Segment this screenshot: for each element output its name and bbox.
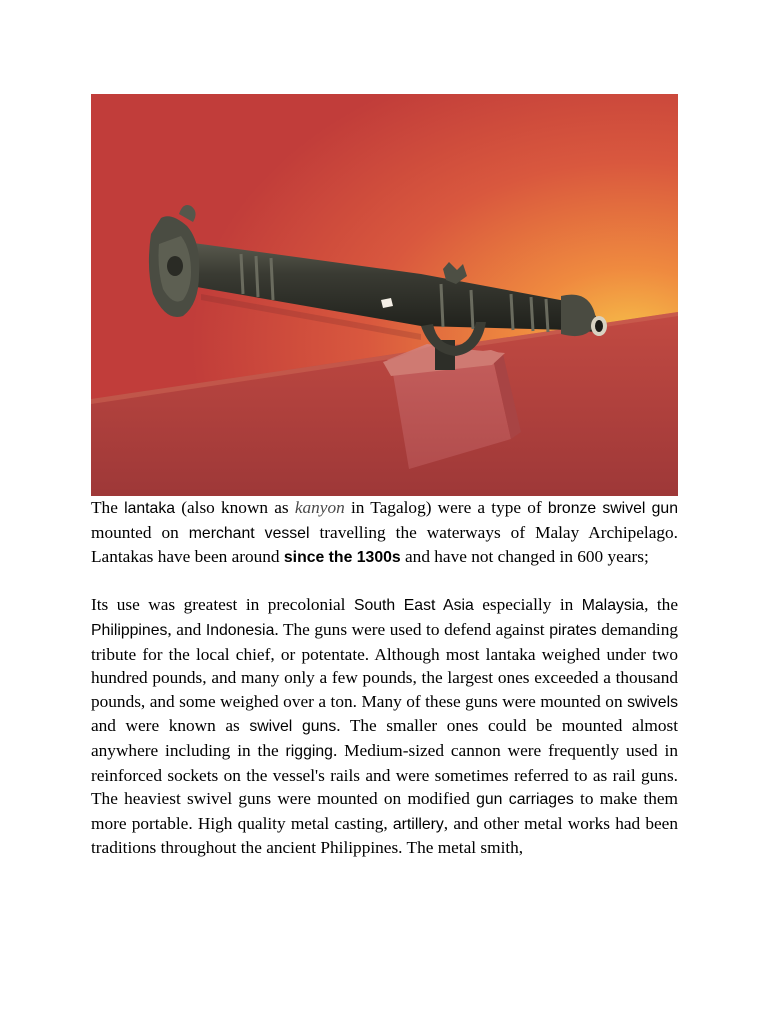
link-pirates[interactable]: pirates	[549, 621, 597, 639]
text-run: , the	[644, 595, 678, 615]
text-run: Its use was greatest in precolonial	[91, 595, 354, 615]
link-indonesia[interactable]: Indonesia	[205, 621, 275, 639]
text-run: (also known as	[175, 498, 295, 517]
text-run: especially in	[473, 595, 582, 615]
text-run: , and	[167, 619, 206, 639]
link-lantaka[interactable]: lantaka	[124, 500, 176, 517]
link-south-east-asia[interactable]: South East Asia	[353, 597, 474, 615]
text-run: demanding tribute for the local chief, or potentate. Although most lantaka weighed under two hundred pounds, and many only a few pounds, the largest ones exceeded a thousand pounds, and some weighed over a ton. Many of these guns were mounted on	[91, 619, 678, 711]
text-run: to make them more portable. High quality metal casting,	[91, 789, 678, 833]
text-run: . Medium-sized cannon were frequently used in reinforced sockets on the vessel's rails and were sometimes referred to as rail guns. The heaviest swivel guns were mounted on modified	[91, 740, 678, 809]
paragraph-usage	[91, 593, 678, 860]
term-kanyon: kanyon	[294, 498, 345, 517]
text-run: . The guns were used to defend against	[274, 619, 550, 639]
article-text	[91, 496, 678, 860]
link-since-1300s[interactable]: since the 1300s	[283, 549, 401, 567]
link-rigging[interactable]: rigging	[285, 742, 333, 760]
text-run: travelling the waterways of Malay Archipelago. Lantakas have been around	[91, 522, 679, 567]
link-merchant-vessel[interactable]: merchant vessel	[188, 524, 310, 542]
link-bronze[interactable]: bronze	[547, 500, 597, 517]
text-run: and have not changed in 600 years;	[400, 547, 649, 567]
text-run: . The smaller ones could be mounted almost anywhere including in the	[91, 716, 679, 760]
link-swivel-gun[interactable]: swivel gun	[602, 500, 679, 517]
text-run: mounted on	[91, 522, 189, 542]
photo-illustration	[91, 94, 678, 496]
paragraph-intro	[91, 496, 678, 570]
link-philippines[interactable]: Philippines	[91, 621, 168, 639]
text-run: and were known as	[91, 716, 250, 736]
text-run: , and other metal works had been traditions throughout the ancient Philippines. The metal smith,	[91, 813, 678, 858]
link-swivels[interactable]: swivels	[627, 693, 678, 711]
lantaka-cannon-photo	[91, 94, 678, 496]
link-artillery[interactable]: artillery	[392, 815, 444, 833]
link-swivel-guns[interactable]: swivel guns	[249, 718, 337, 736]
link-gun-carriages[interactable]: gun carriages	[476, 791, 574, 809]
link-malaysia[interactable]: Malaysia	[581, 597, 645, 615]
text-run: in Tagalog) were a type of	[344, 498, 548, 517]
text-run: The	[91, 498, 125, 517]
